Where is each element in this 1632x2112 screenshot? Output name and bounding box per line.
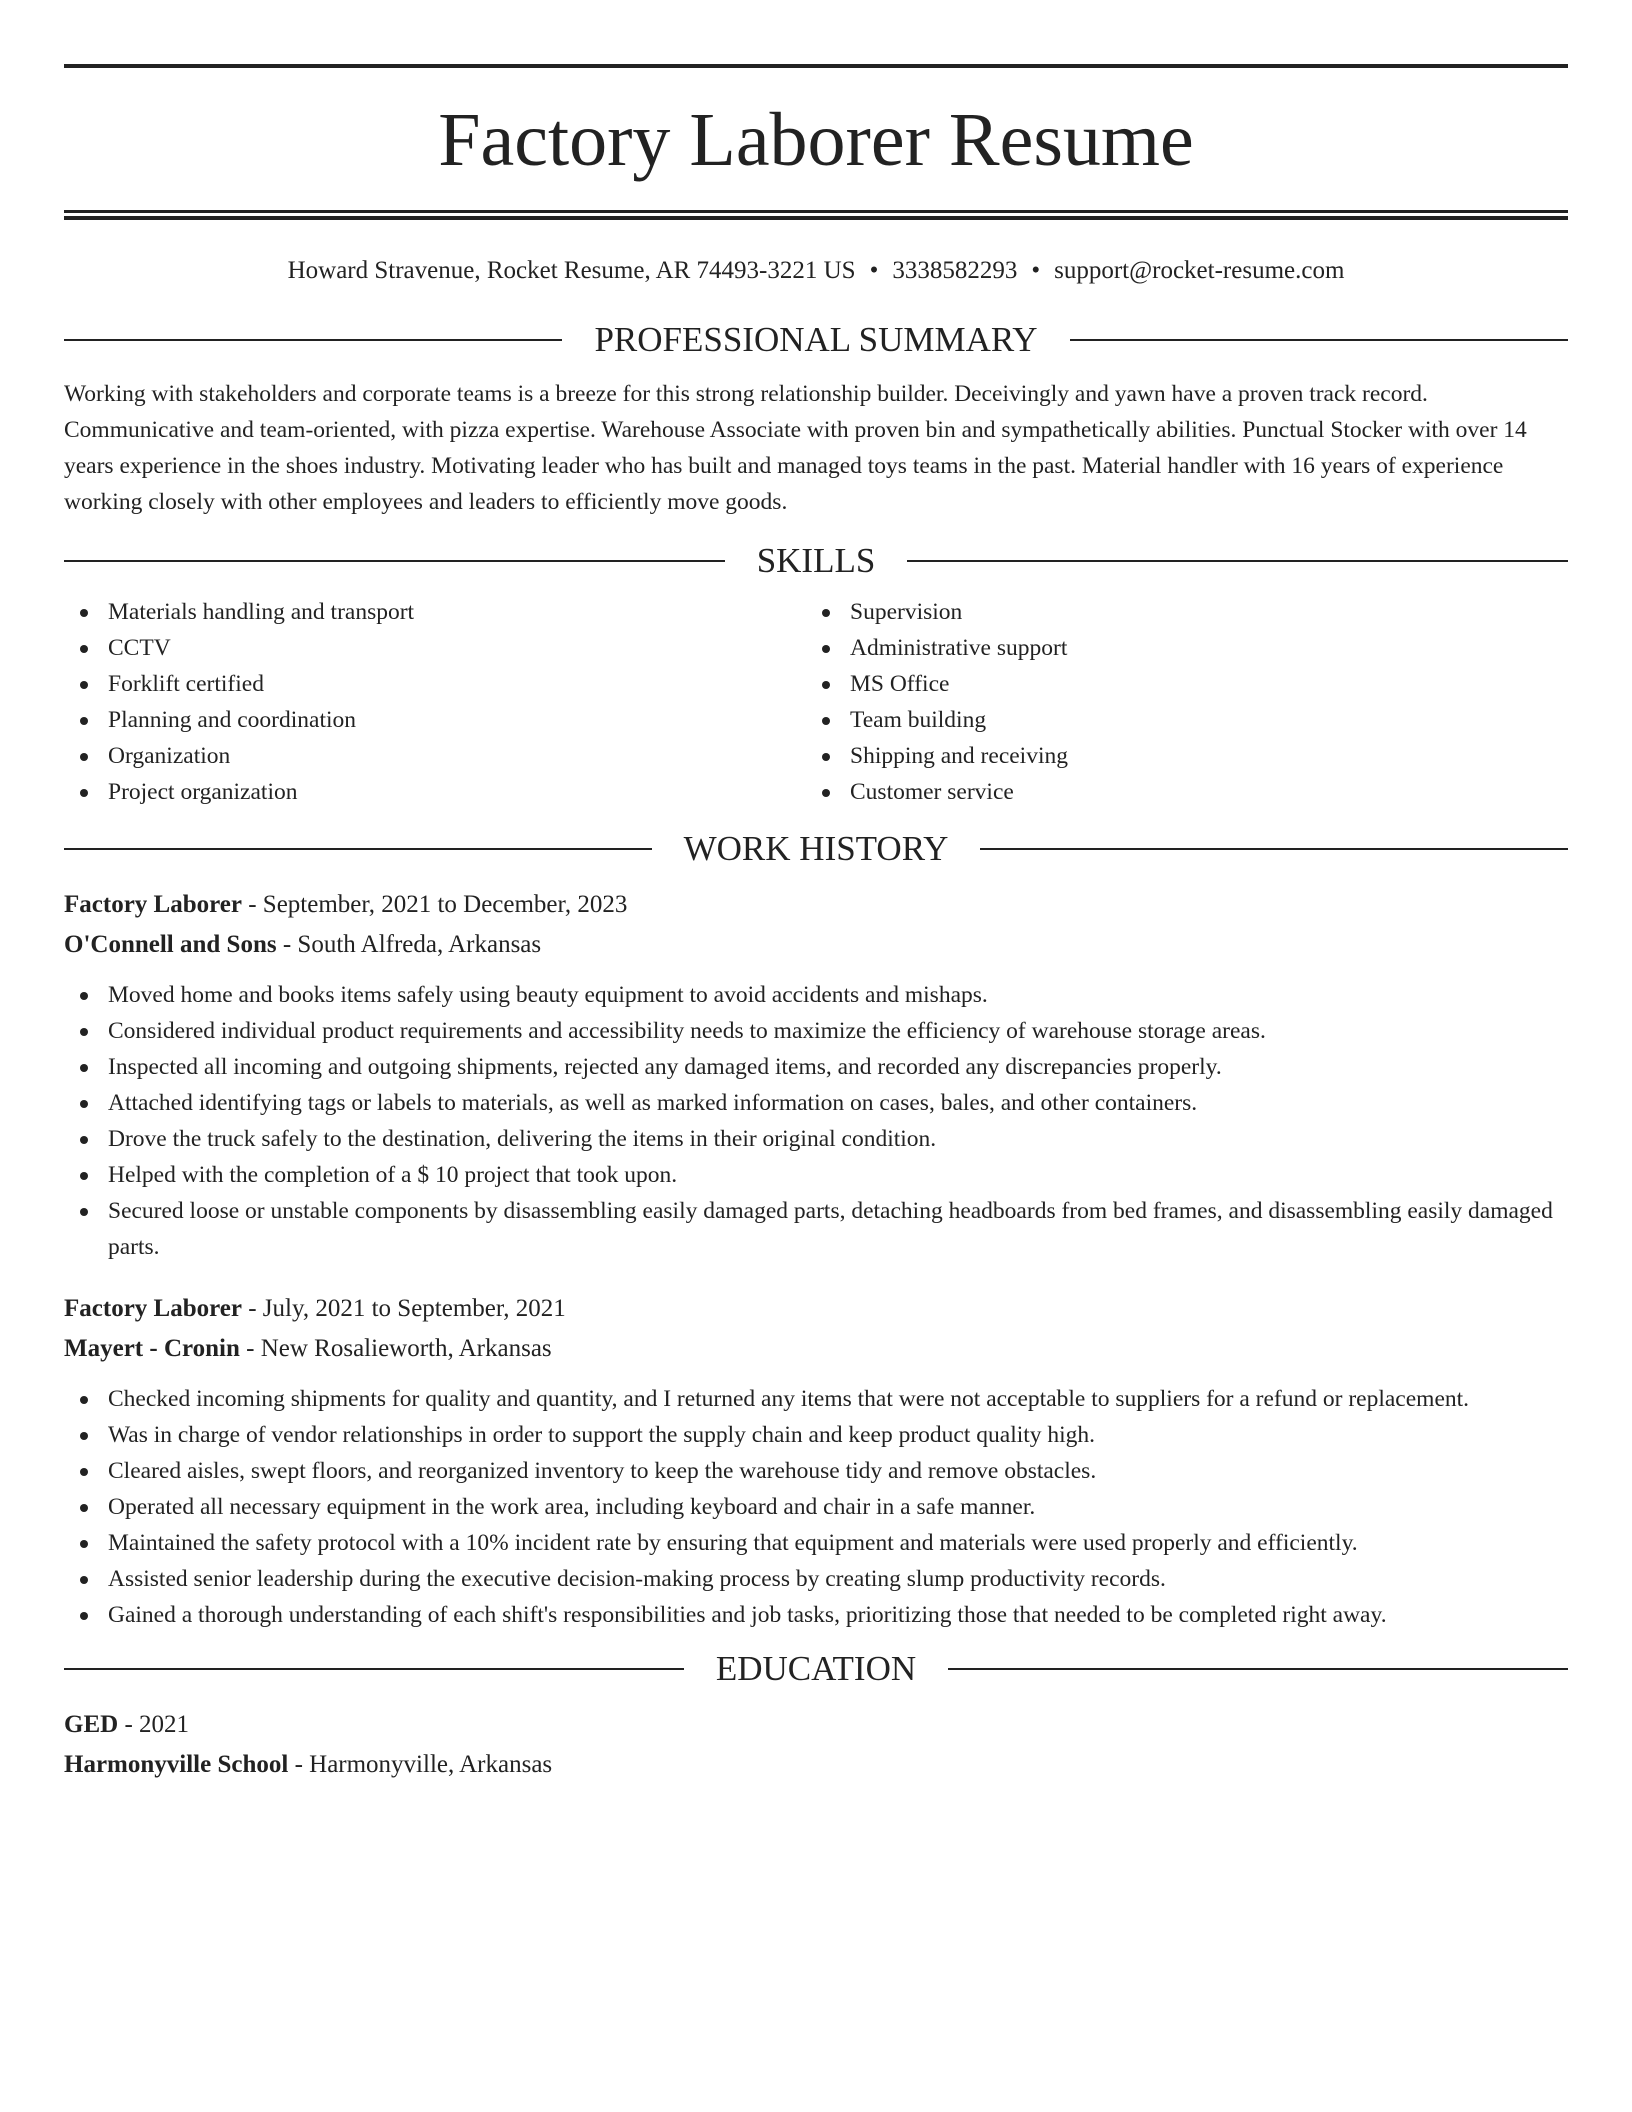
job-bullet: Cleared aisles, swept floors, and reorganized inventory to keep the warehouse tidy and remove obstacles.: [64, 1453, 1568, 1489]
skill-item: Planning and coordination: [64, 702, 806, 738]
job-bullets: [64, 1381, 1568, 1633]
contact-line: [64, 257, 1568, 285]
job-bullet: Checked incoming shipments for quality and quantity, and I returned any items that were not acceptable to suppliers for a refund or replacement.: [64, 1381, 1568, 1417]
education-school-line: [64, 1745, 1568, 1785]
education-degree-line: [64, 1705, 1568, 1745]
job-bullet: Secured loose or unstable components by disassembling easily damaged parts, detaching headboards from bed frames, and disassembling easily damaged parts.: [64, 1193, 1568, 1265]
job-location: - South Alfreda, Arkansas: [276, 931, 542, 958]
summary-section-heading: [64, 320, 1568, 360]
skill-item: Administrative support: [806, 630, 1548, 666]
job-company-line: [64, 925, 1568, 965]
skills-section-heading: [64, 541, 1568, 581]
summary-heading-label: PROFESSIONAL SUMMARY: [594, 320, 1038, 359]
job-dates: - September, 2021 to December, 2023: [241, 891, 628, 918]
education-school: Harmonyville School: [64, 1751, 289, 1778]
job-bullets: [64, 977, 1568, 1265]
job-bullet: Maintained the safety protocol with a 10% incident rate by ensuring that equipment and materials were used properly and efficiently.: [64, 1525, 1568, 1561]
skill-item: Project organization: [64, 774, 806, 810]
heading-rule-left: [64, 1668, 684, 1670]
work-history-section-heading: [64, 829, 1568, 869]
skills-list-left: [64, 594, 806, 810]
contact-phone: 3338582293: [892, 257, 1018, 284]
job-bullet: Helped with the completion of a $ 10 project that took upon.: [64, 1157, 1568, 1193]
job-title-line: [64, 885, 1568, 925]
top-rule: [64, 64, 1568, 68]
skills-columns: [64, 594, 1568, 810]
job-bullet: Drove the truck safely to the destination, delivering the items in their original condition.: [64, 1121, 1568, 1157]
work-heading-label: WORK HISTORY: [683, 829, 949, 868]
skills-list-right: [806, 594, 1548, 810]
job-bullet: Considered individual product requirements and accessibility needs to maximize the efficiency of warehouse storage areas.: [64, 1013, 1568, 1049]
skill-item: Shipping and receiving: [806, 738, 1548, 774]
job-entry: [64, 885, 1568, 1265]
job-dates: - July, 2021 to September, 2021: [241, 1295, 566, 1322]
heading-rule-right: [948, 1668, 1568, 1670]
education-section-heading: [64, 1649, 1568, 1689]
education-entry: [64, 1705, 1568, 1785]
job-bullet: Gained a thorough understanding of each shift's responsibilities and job tasks, prioritizing those that needed to be completed right away.: [64, 1597, 1568, 1633]
heading-rule-left: [64, 848, 652, 850]
heading-rule-right: [907, 560, 1568, 562]
contact-separator: •: [869, 257, 879, 284]
resume-title: Factory Laborer Resume: [438, 98, 1194, 182]
job-location: - New Rosalieworth, Arkansas: [239, 1335, 552, 1362]
job-title: Factory Laborer: [64, 891, 242, 918]
heading-rule-left: [64, 339, 562, 341]
education-degree: GED: [64, 1711, 119, 1738]
job-company: Mayert - Cronin: [64, 1335, 240, 1362]
job-bullet: Operated all necessary equipment in the work area, including keyboard and chair in a safe manner.: [64, 1489, 1568, 1525]
education-heading-label: EDUCATION: [715, 1649, 917, 1688]
contact-separator: •: [1031, 257, 1041, 284]
skill-item: MS Office: [806, 666, 1548, 702]
job-title: Factory Laborer: [64, 1295, 242, 1322]
job-bullet: Was in charge of vendor relationships in order to support the supply chain and keep product quality high.: [64, 1417, 1568, 1453]
skills-heading-label: SKILLS: [756, 541, 876, 580]
skill-item: CCTV: [64, 630, 806, 666]
job-bullet: Moved home and books items safely using beauty equipment to avoid accidents and mishaps.: [64, 977, 1568, 1013]
job-bullet: Inspected all incoming and outgoing shipments, rejected any damaged items, and recorded any discrepancies properly.: [64, 1049, 1568, 1085]
skill-item: Customer service: [806, 774, 1548, 810]
contact-email: support@rocket-resume.com: [1054, 257, 1345, 284]
heading-rule-right: [980, 848, 1568, 850]
job-bullet: Attached identifying tags or labels to materials, as well as marked information on cases, bales, and other containers.: [64, 1085, 1568, 1121]
skill-item: Team building: [806, 702, 1548, 738]
job-title-line: [64, 1289, 1568, 1329]
job-company-line: [64, 1329, 1568, 1369]
heading-rule-right: [1070, 339, 1568, 341]
skill-item: Organization: [64, 738, 806, 774]
skill-item: Forklift certified: [64, 666, 806, 702]
summary-text: Working with stakeholders and corporate teams is a breeze for this strong relationship builder. Deceivingly and yawn have a proven track record. Communicative and team-oriented, with pizza expertise. Warehouse Associate with proven bin and sympathetically abilities. Punctual Stocker with over 14 years experience in the shoes industry. Motivating leader who has built and managed toys teams in the past. Material handler with 16 years of experience working closely with other employees and leaders to efficiently move goods.: [64, 381, 1527, 515]
skill-item: Supervision: [806, 594, 1548, 630]
resume-page: [64, 64, 1568, 1785]
education-location: - Harmonyville, Arkansas: [288, 1751, 553, 1778]
heading-rule-left: [64, 560, 725, 562]
education-year: - 2021: [118, 1711, 190, 1738]
title-double-rule: [64, 210, 1568, 220]
job-bullet: Assisted senior leadership during the executive decision-making process by creating slump productivity records.: [64, 1561, 1568, 1597]
contact-address: Howard Stravenue, Rocket Resume, AR 74493-3221 US: [287, 257, 856, 284]
job-entry: [64, 1289, 1568, 1633]
job-company: O'Connell and Sons: [64, 931, 277, 958]
skill-item: Materials handling and transport: [64, 594, 806, 630]
